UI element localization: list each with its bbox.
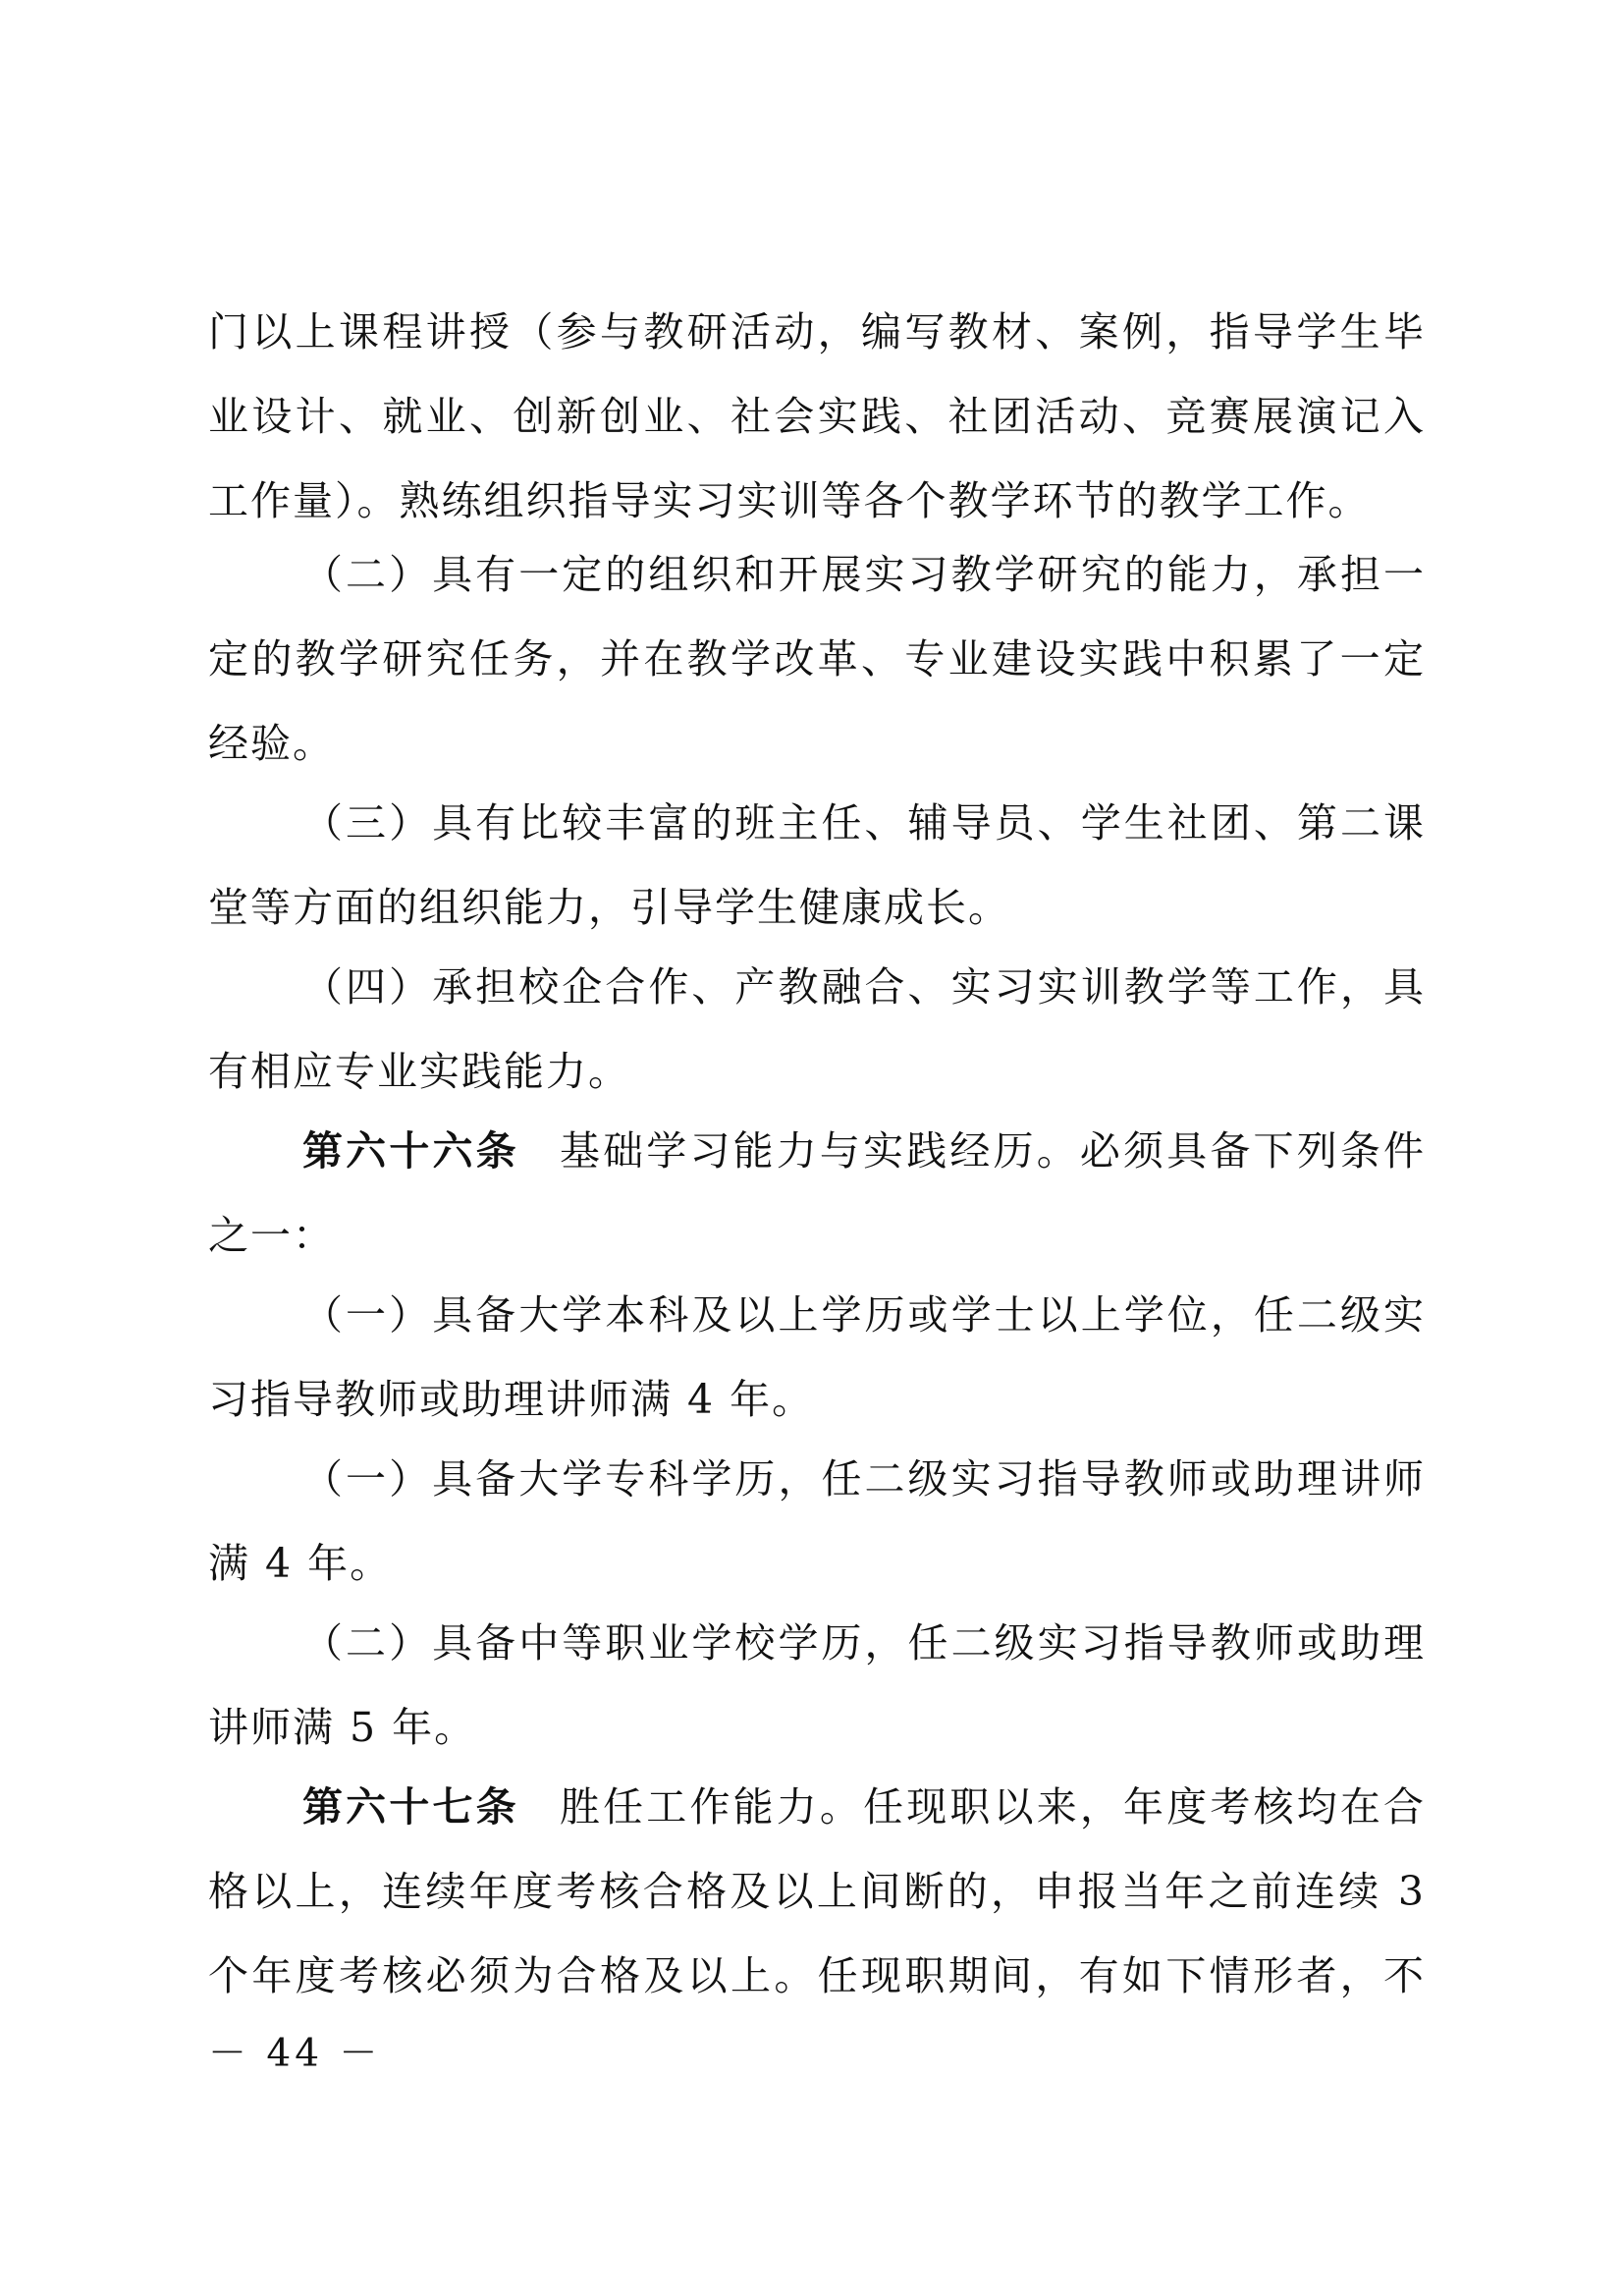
paragraph-8-line-2: 讲师满 5 年。 — [208, 1704, 477, 1751]
paragraph-2 — [208, 532, 1426, 701]
paragraph-1-line-3: 工作量）。熟练组织指导实习实训等各个教学环节的教学工作。 — [208, 477, 1371, 524]
article-67-line-3: 个年度考核必须为合格及以上。任现职期间，有如下情形者，不 — [208, 1952, 1426, 1999]
paragraph-7 — [208, 1437, 1426, 1521]
article-67-heading: 第六十七条 — [302, 1783, 519, 1831]
paragraph-7-end — [208, 1521, 1426, 1606]
article-66-line-1 — [208, 1109, 1426, 1193]
article-66-heading: 第六十六条 — [302, 1127, 519, 1175]
article-67 — [208, 1765, 1426, 2018]
paragraph-3-line-2: 堂等方面的组织能力，引导学生健康成长。 — [208, 884, 1010, 931]
paragraph-3-line-1: （三）具有比较丰富的班主任、辅导员、学生社团、第二课 — [302, 799, 1426, 847]
paragraph-1 — [208, 290, 1426, 459]
paragraph-2-line-1: （二）具有一定的组织和开展实习教学研究的能力，承担一 — [302, 551, 1426, 598]
article-66-end — [208, 1193, 1426, 1278]
paragraph-8 — [208, 1601, 1426, 1685]
paragraph-1-line-1: 门以上课程讲授（参与教研活动，编写教材、案例，指导学生毕 — [208, 308, 1426, 355]
paragraph-6-line-1: （一）具备大学本科及以上学历或学士以上学位，任二级实 — [302, 1291, 1426, 1339]
paragraph-8-line-1: （二）具备中等职业学校学历，任二级实习指导教师或助理 — [302, 1619, 1426, 1667]
paragraph-8-end — [208, 1685, 1426, 1770]
paragraph-6-line-2: 习指导教师或助理讲师满 4 年。 — [208, 1376, 815, 1423]
article-67-line-2: 格以上，连续年度考核合格及以上间断的，申报当年之前连续 3 — [208, 1868, 1426, 1915]
paragraph-7-line-1: （一）具备大学专科学历，任二级实习指导教师或助理讲师 — [302, 1455, 1426, 1503]
paragraph-4 — [208, 945, 1426, 1029]
article-66-text: 基础学习能力与实践经历。必须具备下列条件 — [558, 1127, 1427, 1175]
paragraph-4-end — [208, 1029, 1426, 1114]
paragraph-4-line-1: （四）承担校企合作、产教融合、实习实训教学等工作，具 — [302, 963, 1426, 1011]
paragraph-3-end — [208, 865, 1426, 950]
paragraph-2-end — [208, 701, 1426, 786]
paragraph-4-line-2: 有相应专业实践能力。 — [208, 1048, 630, 1095]
page-number: － 44 － — [208, 2032, 382, 2076]
paragraph-6 — [208, 1273, 1426, 1357]
paragraph-6-end — [208, 1357, 1426, 1442]
paragraph-2-line-2: 定的教学研究任务，并在教学改革、专业建设实践中积累了一定 — [208, 635, 1426, 683]
article-66 — [208, 1109, 1426, 1193]
paragraph-2-line-3: 经验。 — [208, 720, 335, 767]
paragraph-3 — [208, 781, 1426, 865]
article-67-line-1 — [208, 1765, 1426, 1849]
paragraph-1-line-2: 业设计、就业、创新创业、社会实践、社团活动、竞赛展演记入 — [208, 393, 1426, 440]
paragraph-1-end — [208, 459, 1426, 543]
article-66-line-2: 之一： — [208, 1212, 335, 1259]
paragraph-7-line-2: 满 4 年。 — [208, 1540, 393, 1587]
article-67-text: 胜任工作能力。任现职以来，年度考核均在合 — [558, 1783, 1427, 1831]
